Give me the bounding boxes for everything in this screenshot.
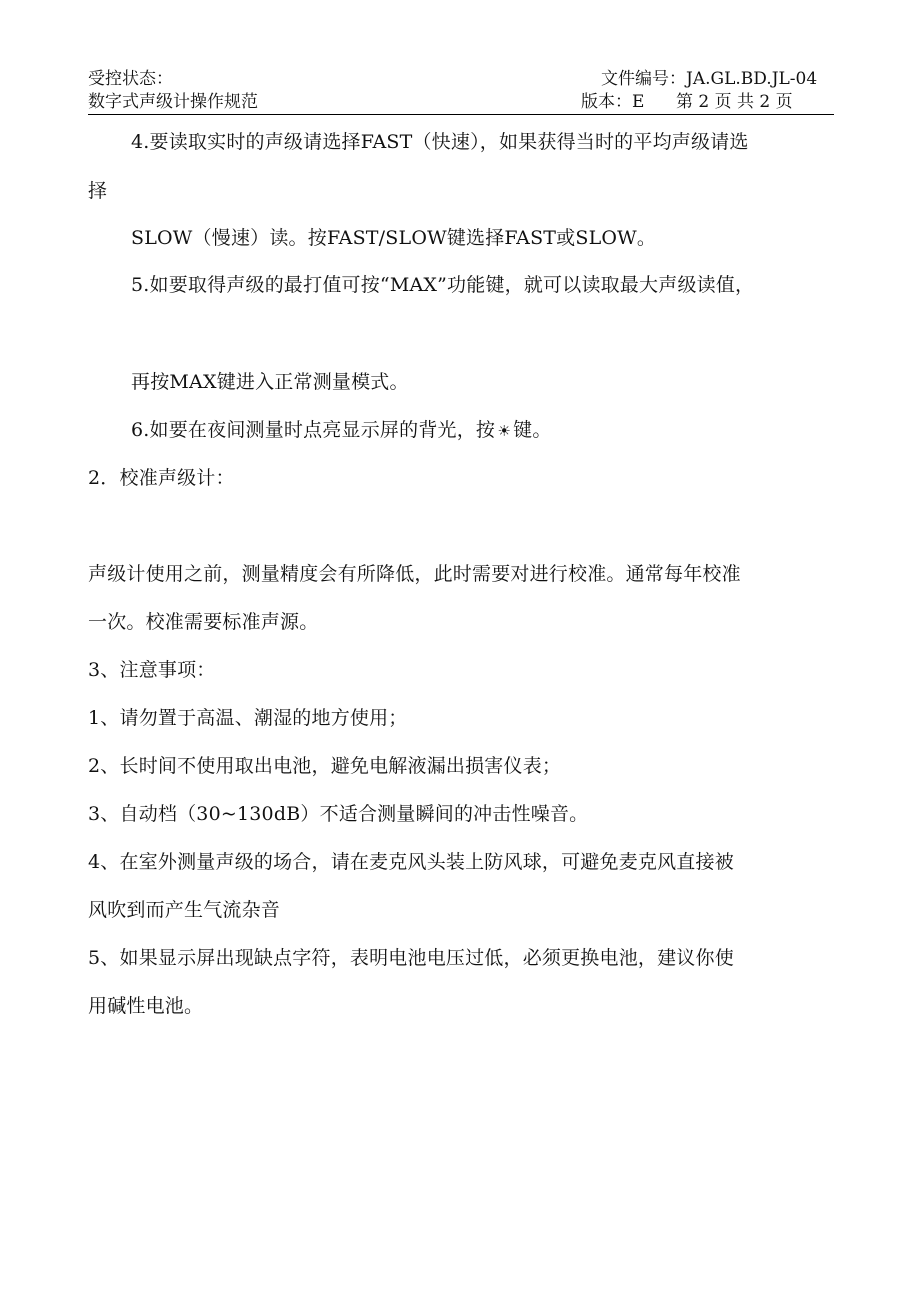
item5-line1: 5.如要取得声级的最打值可按“MAX”功能键，就可以读取最大声级读值， — [131, 274, 755, 296]
item6-text-after: 键。 — [513, 419, 552, 441]
section2-para-line1: 声级计使用之前，测量精度会有所降低，此时需要对进行校准。通常每年校准 — [88, 563, 741, 585]
item6-text-before: 6.如要在夜间测量时点亮显示屏的背光，按 — [131, 419, 496, 441]
note-4-line2: 风吹到而产生气流杂音 — [88, 899, 281, 921]
item4-line1: 4.要读取实时的声级请选择FAST（快速），如果获得当时的平均声级请选 — [131, 131, 749, 153]
header-doc-title: 数字式声级计操作规范 — [88, 92, 258, 112]
note-2: 2、长时间不使用取出电池，避免电解液漏出损害仪表； — [88, 755, 562, 777]
section3-heading: 3、注意事项： — [88, 659, 216, 681]
item5-line2: 再按MAX键进入正常测量模式。 — [131, 371, 409, 393]
note-5-line2: 用碱性电池。 — [88, 995, 204, 1017]
item4-line2: 择 — [88, 180, 108, 202]
header-page-info: 第 2 页 共 2 页 — [676, 92, 793, 112]
header-file-number: 文件编号：JA.GL.BD.JL-04 — [601, 69, 818, 89]
note-4-line1: 4、在室外测量声级的场合，请在麦克风头装上防风球，可避免麦克风直接被 — [88, 851, 734, 873]
note-3: 3、自动档（30~130dB）不适合测量瞬间的冲击性噪音。 — [88, 803, 589, 825]
header-status-label: 受控状态： — [88, 69, 173, 89]
note-1: 1、请勿置于高温、潮湿的地方使用； — [88, 707, 408, 729]
item4-line3: SLOW（慢速）读。按FAST/SLOW键选择FAST或SLOW。 — [131, 227, 657, 249]
sun-icon: ☀ — [497, 422, 511, 440]
header-divider — [88, 114, 834, 115]
note-5-line1: 5、如果显示屏出现缺点字符，表明电池电压过低，必须更换电池，建议你使 — [88, 947, 734, 969]
item6-line — [131, 418, 552, 443]
header-version: 版本：E — [581, 92, 645, 112]
section2-heading: 2．校准声级计： — [88, 467, 235, 489]
section2-para-line2: 一次。校准需要标准声源。 — [88, 611, 319, 633]
